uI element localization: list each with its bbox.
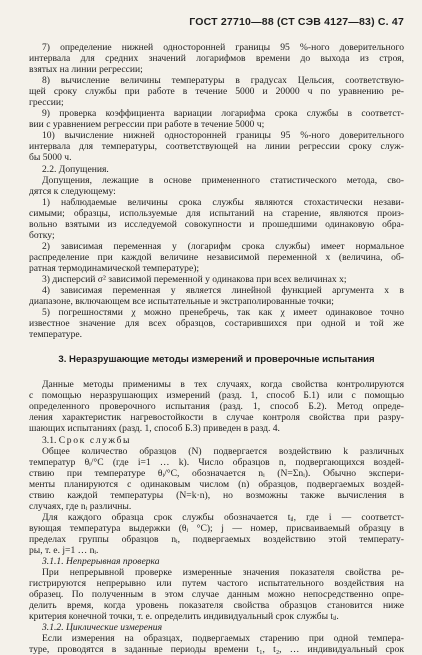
- text-line: распределение при каждой величине независимой переменной x (величина, об-: [29, 251, 404, 263]
- subsection-3-1-heading: [29, 435, 404, 446]
- text-line: интервала для средних значений логарифмов времени до выхода из строя,: [29, 53, 404, 65]
- subsection-3-1-1-heading: 3.1.1. Непрерывная проверка: [42, 556, 160, 568]
- text-line: 3) дисперсий σ² зависимой переменной y одинакова при всех величинах x;: [42, 273, 347, 285]
- text-line: образец. По полученным в этом случае данным можно непосредственно опре-: [29, 589, 404, 601]
- list-item-10: [29, 130, 404, 163]
- text-line: температуре.: [29, 329, 83, 341]
- text-line: ствию каждой температуры (N=k·n), но возможны также вычисления в: [29, 489, 404, 501]
- text-line: бы 5000 ч.: [29, 152, 72, 164]
- text-line: вии с уравнением регрессии при работе в течение 5000 ч;: [29, 119, 265, 131]
- text-line: менты планируются с одинаковым числом (n) образцов, подвергаемых воздей-: [29, 478, 404, 490]
- text-line: делить время, когда уровень показателя свойства образцов становится ниже: [29, 600, 404, 612]
- text-line: грессии;: [29, 97, 64, 109]
- text-line: ления характеристик нагревостойкости в случае контроля свойства при разру-: [29, 412, 404, 424]
- text-line: 8) вычисление величины температуры в градусах Цельсия, соответствую-: [42, 75, 404, 87]
- text-line: вующая температура выдержки (θᵢ °С); j — номер, присваиваемый образцу в: [29, 522, 404, 534]
- list-item-7: [29, 42, 404, 75]
- text-line: определенного проверочного испытания (разд. 1, способ Б.2). Метод опреде-: [29, 401, 404, 413]
- subsection-3-1-1-paragraph: [29, 567, 404, 622]
- text-line: Общее количество образцов (N) подвергается воздействию k различных: [42, 445, 404, 457]
- assumptions-intro: [29, 175, 404, 197]
- text-line: 2) зависимая переменная y (логарифм срока службы) имеет нормальное: [42, 240, 404, 252]
- text-line: случаях, где nᵢ различны.: [29, 500, 132, 512]
- text-line: ботку;: [29, 229, 55, 241]
- assumption-3: [29, 274, 404, 285]
- text-line: критерия конечной точки, т. е. определить индивидуальный срок службы tᵢⱼ.: [29, 611, 339, 623]
- text-line: ствию при температуре θᵢ/°С, обозначается nᵢ (N=Σnᵢ). Обычно экспери-: [29, 467, 404, 479]
- text-line: Если измерения на образцах, подвергаемых старению при одной темпера-: [42, 633, 404, 645]
- text-line: Для каждого образца срок службы обозначается tᵢⱼ, где i — соответст-: [42, 511, 404, 523]
- text-line: взятых на линии регрессии;: [29, 64, 143, 76]
- subsection-3-1-2-paragraph: [29, 633, 404, 655]
- list-item-8: [29, 75, 404, 108]
- text-line: 5) погрешностями χ можно пренебречь, так как χ имеет одинаковое точно: [42, 307, 404, 319]
- subsection-3-1-2-heading: 3.1.2. Циклические измерения: [42, 622, 163, 634]
- text-line: щей сроку службы при работе в течение 5000 и 20000 ч по уравнению ре-: [29, 86, 404, 98]
- text-line: туре, проводятся в заданные периоды времени t₁, t₂, … индивидуальный срок: [29, 644, 404, 655]
- subsection-title: Срок службы: [58, 434, 131, 446]
- text-line: симыми; образцы, используемые для испытаний на старение, являются произ-: [29, 207, 404, 219]
- subsection-3-1-paragraph-2: [29, 512, 404, 556]
- section-3-intro: [29, 379, 404, 434]
- text-line: Данные методы применимы в тех случаях, когда свойства контролируются: [42, 379, 404, 391]
- text-line: ры, т. е. j=1 … nᵢ.: [29, 544, 99, 556]
- text-line: температур θᵢ/°С (где i=1 … k). Число образцов n, подвергающихся воздей-: [29, 456, 404, 468]
- text-line: 9) проверка коэффициента вариации логарифма срока службы в соответст-: [42, 108, 404, 120]
- text-line: 10) вычисление нижней односторонней границы 95 %-ного доверительного: [42, 130, 404, 142]
- section-3-heading: 3. Неразрушающие методы измерений и проверочные испытания: [58, 354, 375, 366]
- text-line: 1) наблюдаемые величины срока службы являются стохастически незави-: [42, 196, 404, 208]
- text-line: гистрируются непрерывно или путем частого испытательного воздействия на: [29, 578, 404, 590]
- text-line: пределах группы образцов nᵢ, подвергаемых воздействию этой температу-: [29, 533, 404, 545]
- assumption-4: [29, 285, 404, 307]
- text-line: диапазоне, включающем все испытательные и экстраполированные точки;: [29, 296, 334, 308]
- text-line: ратная термодинамической температуре);: [29, 262, 200, 274]
- text-line: с помощью неразрушающих измерений (разд. 1, способ Б.1) или с помощью: [29, 390, 404, 402]
- subsection-number: 3.1.: [42, 434, 57, 446]
- text-line: шающих испытаниях (разд. 1, способ Б.3) приведен в разд. 4.: [29, 423, 280, 435]
- text-line: дятся к следующему:: [29, 185, 116, 197]
- text-line: При непрерывной проверке измеренные значения показателя свойства ре-: [42, 567, 404, 579]
- assumption-1: [29, 197, 404, 241]
- assumption-5: [29, 307, 404, 340]
- text-line: вольно взятыми из исследуемой совокупности и прошедшими одинаковую обра-: [29, 218, 404, 230]
- assumptions-heading: 2.2. Допущения.: [42, 163, 109, 175]
- text-line: Допущения, лежащие в основе примененного статистического метода, сво-: [42, 174, 404, 186]
- text-line: 7) определение нижней односторонней границы 95 %-ного доверительного: [42, 42, 404, 53]
- text-line: 4) зависимая переменная y является линейной функцией аргумента x в: [42, 285, 404, 297]
- page-header: ГОСТ 27710—88 (СТ СЭВ 4127—83) С. 47: [189, 16, 404, 28]
- assumption-2: [29, 241, 404, 274]
- text-line: интервала для температуры, соответствующей на линии регрессии сроку служ-: [29, 141, 404, 153]
- list-item-9: [29, 108, 404, 130]
- text-line: известное значение для всех образцов, состарившихся при одной и той же: [29, 318, 404, 330]
- subsection-3-1-paragraph-1: [29, 446, 404, 512]
